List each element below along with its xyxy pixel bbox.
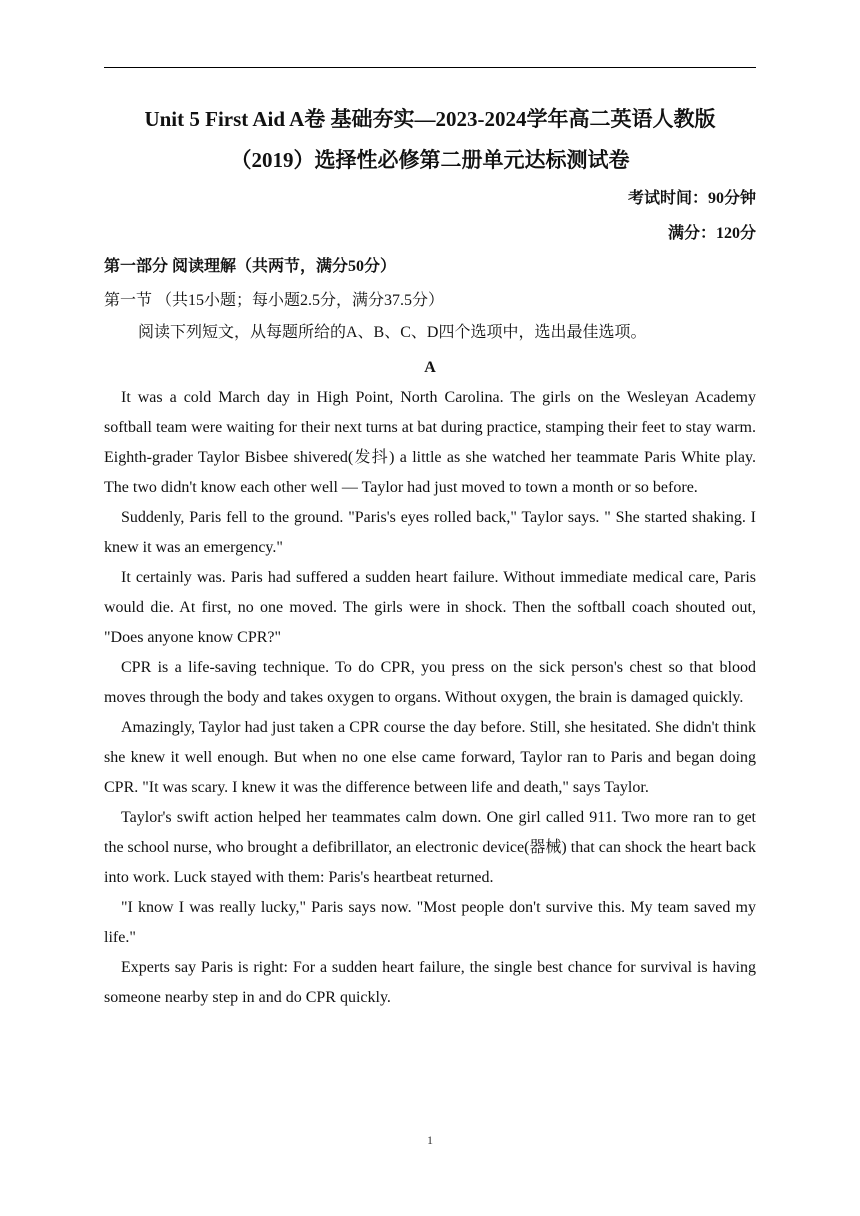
header-rule <box>104 67 756 68</box>
section-subheading: 第一节 （共15小题；每小题2.5分，满分37.5分） <box>104 292 445 309</box>
passage-paragraph: Suddenly, Paris fell to the ground. "Paris's eyes rolled back," Taylor says. " She started shaking. I knew it was an emergency." <box>104 509 756 556</box>
document-title-line-1: Unit 5 First Aid A卷 基础夯实—2023-2024学年高二英语人教版 <box>144 107 716 131</box>
passage-paragraph: It certainly was. Paris had suffered a sudden heart failure. Without immediate medical care, Paris would die. At first, no one moved. The girls were in shock. Then the softball coach shouted out, "Does anyone know CPR?" <box>104 569 756 646</box>
instruction-text: 阅读下列短文，从每题所给的A、B、C、D四个选项中，选出最佳选项。 <box>138 324 647 341</box>
document-title-line-2: （2019）选择性必修第二册单元达标测试卷 <box>230 148 630 172</box>
passage-paragraph: Amazingly, Taylor had just taken a CPR course the day before. Still, she hesitated. She didn't think she knew it well enough. But when no one else came forward, Taylor ran to Paris and began doing CPR. "It was scary. I knew it was the difference between life and death," says Taylor. <box>104 719 756 796</box>
section-heading: 第一部分 阅读理解（共两节，满分50分） <box>104 258 397 275</box>
passage-paragraph: CPR is a life-saving technique. To do CPR, you press on the sick person's chest so that blood moves through the body and takes oxygen to organs. Without oxygen, the brain is damaged quickly. <box>104 659 756 706</box>
page-number: 1 <box>427 1133 433 1147</box>
passage-paragraph: Taylor's swift action helped her teammates calm down. One girl called 911. Two more ran to get the school nurse, who brought a defibrillator, an electronic device(器械) that can shock the heart back into work. Luck stayed with them: Paris's heartbeat returned. <box>104 809 757 886</box>
exam-time: 考试时间：90分钟 <box>627 190 756 207</box>
passage-label: A <box>424 359 436 376</box>
passage-paragraph: It was a cold March day in High Point, North Carolina. The girls on the Wesleyan Academy softball team were waiting for their next turns at bat during practice, stamping their feet to stay warm. Eighth-grader Taylor Bisbee shivered(发抖) a little as she watched her teammate Paris White play. The two didn't know each other well — Taylor had just moved to town a month or so before. <box>104 389 756 496</box>
passage-body <box>104 383 756 1013</box>
full-score: 满分：120分 <box>667 225 756 242</box>
passage-paragraph: Experts say Paris is right: For a sudden heart failure, the single best chance for survival is having someone nearby step in and do CPR quickly. <box>104 959 756 1006</box>
passage-paragraph: "I know I was really lucky," Paris says now. "Most people don't survive this. My team saved my life." <box>104 899 756 946</box>
